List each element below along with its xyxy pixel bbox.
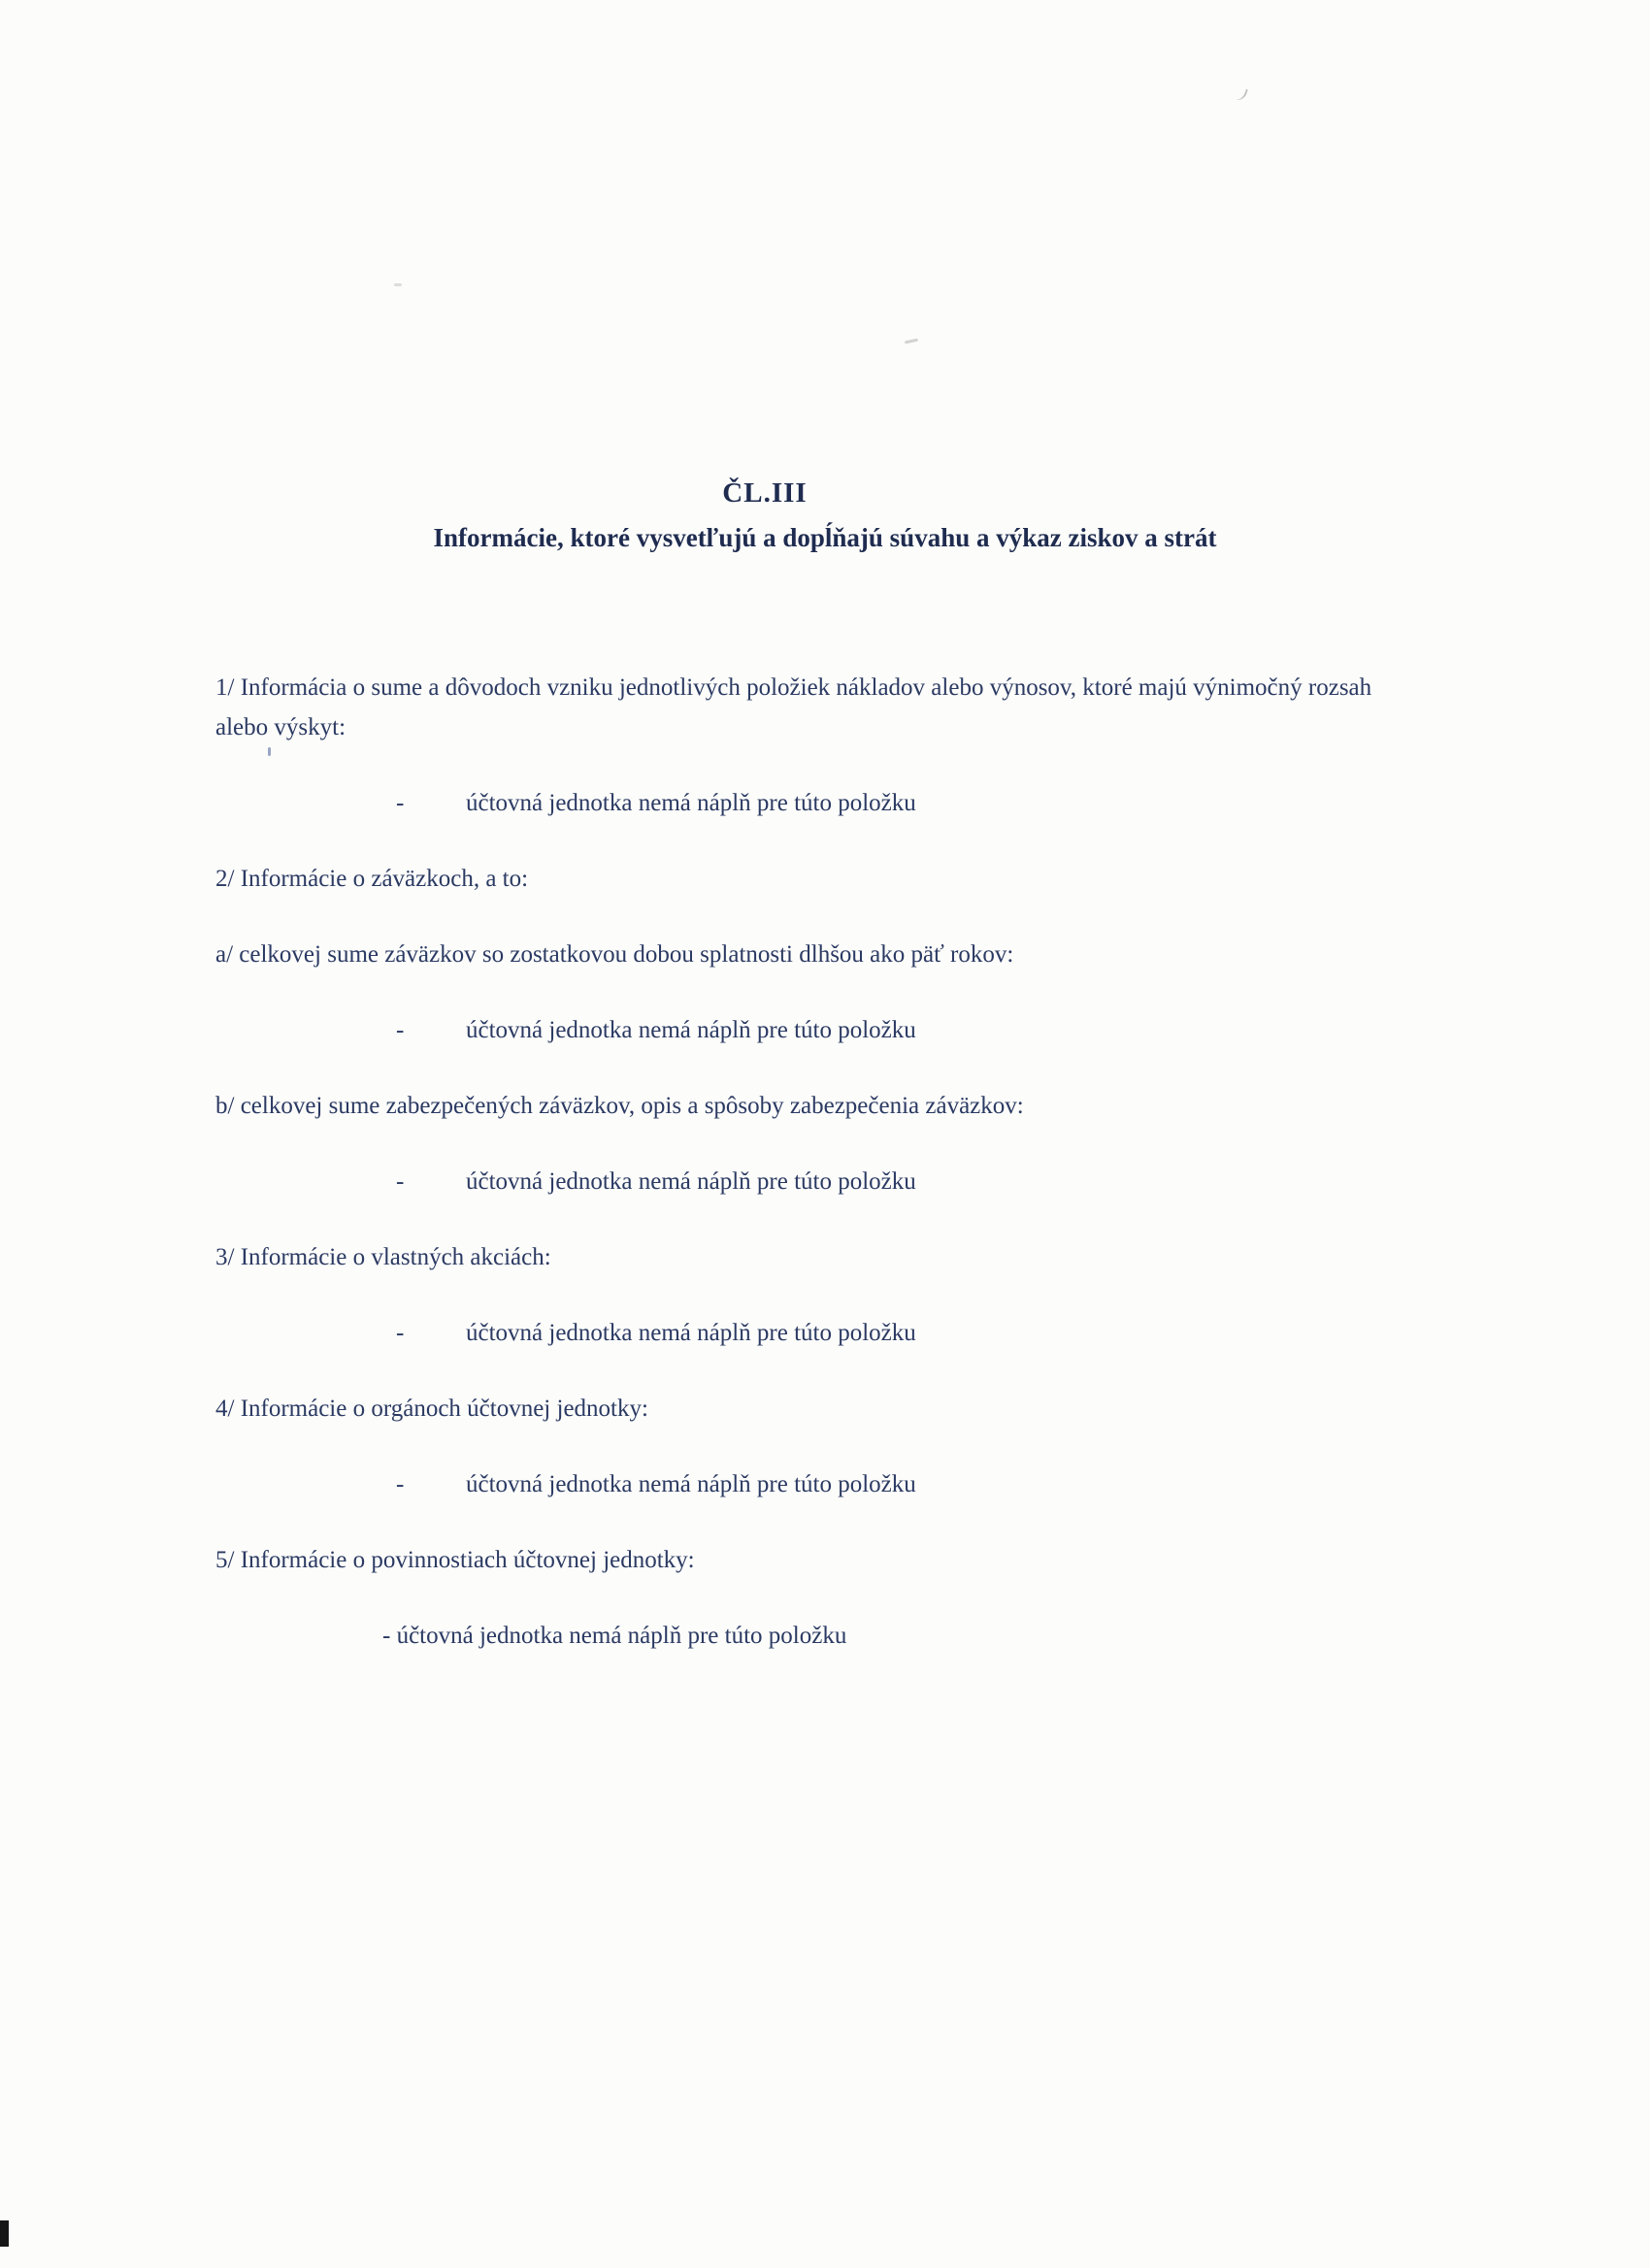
section-3-bullet [215, 1313, 1390, 1353]
section-2b-bullet [215, 1162, 1390, 1201]
article-subtitle: Informácie, ktoré vysvetľujú a dopĺňajú súvahu a výkaz ziskov a strát [433, 523, 1217, 552]
section-2a-bullet [215, 1010, 1390, 1050]
bullet-dash: - [396, 1017, 405, 1043]
section-2a-heading: a/ celkovej sume záväzkov so zostatkovou dobou splatnosti dlhšou ako päť rokov: [215, 941, 1014, 968]
bullet-text: účtovná jednotka nemá náplň pre túto položku [466, 1320, 916, 1346]
bullet-dash: - [396, 790, 405, 816]
bullet-text: účtovná jednotka nemá náplň pre túto položku [466, 1471, 916, 1497]
section-3-heading: 3/ Informácie o vlastných akciách: [215, 1244, 551, 1270]
article-title: ČL.III [722, 477, 808, 509]
section-2b-heading: b/ celkovej sume zabezpečených záväzkov, opis a spôsoby zabezpečenia záväzkov: [215, 1093, 1024, 1119]
bullet-text: účtovná jednotka nemá náplň pre túto položku [466, 790, 916, 816]
section-4-heading: 4/ Informácie o orgánoch účtovnej jednotky: [215, 1396, 648, 1422]
section-4-bullet [215, 1464, 1390, 1504]
section-2-heading: 2/ Informácie o záväzkoch, a to: [215, 866, 529, 892]
bullet-dash: - [396, 1168, 405, 1195]
section-1-heading: 1/ Informácia o sume a dôvodoch vzniku jednotlivých položiek nákladov alebo výnosov, ktoré majú výnimočný rozsah alebo výskyt: [215, 674, 1372, 740]
section-5-heading: 5/ Informácie o povinnostiach účtovnej jednotky: [215, 1547, 695, 1573]
bullet-dash: - [396, 1471, 405, 1497]
scan-edge-mark [0, 2220, 9, 2247]
bullet-text: účtovná jednotka nemá náplň pre túto položku [466, 1168, 916, 1195]
document-body [0, 553, 1650, 1656]
bullet-text: účtovná jednotka nemá náplň pre túto položku [466, 1017, 916, 1043]
section-1-bullet [215, 783, 1390, 823]
section-5-bullet: - účtovná jednotka nemá náplň pre túto položku [382, 1623, 847, 1649]
bullet-dash: - [396, 1320, 405, 1346]
article-heading-block [0, 0, 1650, 553]
